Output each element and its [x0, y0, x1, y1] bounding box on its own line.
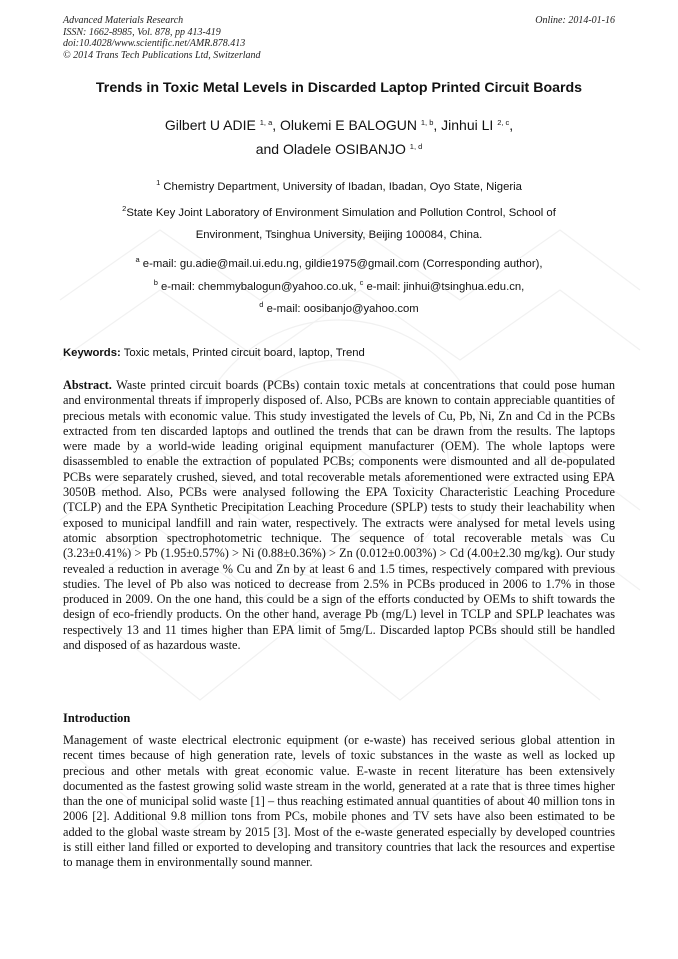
keywords-label: Keywords: — [63, 347, 121, 359]
author-line-1: Gilbert U ADIE $^{1, a}$, Olukemi E BALOGUN $^{1, b}$, Jinhui LI $^{2, c}$, — [164, 117, 514, 133]
email-text: e-mail: chemmybalogun@yahoo.co.uk, — [161, 280, 357, 293]
affiliation-1 — [40, 176, 638, 198]
email-superscript: b — [153, 277, 158, 287]
abstract-paragraph — [63, 378, 615, 653]
introduction-paragraph: Management of waste electrical electronic equipment (or e-waste) has received serious global attention in recent times because of high generation rate, levels of toxic substances in the waste as well as locked up precious and other metals with great economic value. E-waste in recent literature has been extensively documented as the fastest growing solid waste stream in the world, generated at a rate that is three times higher than the one of municipal solid waste [1] – thus reaching estimated annual quantities of about 40 million tons in 2006 [2]. Additional 9.8 million tons from PCs, mobile phones and TV sets have also been estimated to be added to the global waste stream by 2015 [3]. Most of the e-waste generated especially by developed countries is still either land filled or exported to developing and transitory countries that lack the resources and expertise to manage them in environmentally sound manner. — [63, 733, 615, 870]
email-superscript: d — [259, 300, 264, 309]
email-superscript: a — [135, 255, 140, 264]
keywords — [63, 347, 615, 359]
email-block — [40, 253, 638, 321]
abstract-label: Abstract. — [63, 378, 112, 392]
journal-issn: ISSN: 1662-8985, Vol. 878, pp 413-419 — [63, 26, 221, 38]
email-text: e-mail: jinhui@tsinghua.edu.cn, — [366, 280, 525, 293]
journal-header — [63, 15, 261, 61]
journal-name: Advanced Materials Research — [63, 15, 184, 26]
author-superscript: 2, c — [497, 118, 510, 127]
online-date: Online: 2014-01-16 — [535, 15, 615, 26]
author-superscript: 1, d — [409, 142, 423, 151]
author-name: Jinhui LI — [441, 117, 494, 133]
email-text: e-mail: oosibanjo@yahoo.com — [266, 303, 419, 315]
email-line-a — [40, 253, 638, 276]
section-heading-introduction: Introduction — [63, 711, 131, 725]
author-line-2 — [40, 137, 638, 161]
author-superscript: 1, a — [259, 118, 273, 127]
author-name: and Oladele OSIBANJO — [255, 141, 406, 157]
affiliation-text: State Key Joint Laboratory of Environment Simulation and Pollution Control, School of Environment, Tsinghua University, Beijing 100084, China. — [126, 207, 556, 241]
affiliation-superscript: 1 — [156, 178, 161, 187]
affiliation-2 — [90, 202, 588, 246]
keywords-text: Toxic metals, Printed circuit board, laptop, Trend — [123, 347, 365, 359]
email-text: e-mail: gu.adie@mail.ui.edu.ng, gildie1975@gmail.com (Corresponding author), — [142, 258, 543, 270]
journal-copyright: © 2014 Trans Tech Publications Ltd, Switzerland — [63, 49, 261, 61]
paper-title: Trends in Toxic Metal Levels in Discarded Laptop Printed Circuit Boards — [95, 80, 583, 96]
email-line-d — [40, 298, 638, 321]
abstract-text: Waste printed circuit boards (PCBs) contain toxic metals at concentrations that could pose human and environmental threats if improperly disposed of. Also, PCBs are known to contain appreciable quantities of precious metals with economic value. This study investigated the levels of Cu, Pb, Ni, Zn and Cd in the PCBs extracted from ten discarded laptops and outlined the trends that can be drawn from the results. The laptops were made by a world-wide leading original equipment manufacturer (OEM). The whole laptops were disassembled to enable the extraction of populated PCBs; components were dismounted and all de-populated PCBs were separately crushed, sieved, and total recoverable metals aforementioned were extracted using EPA 3050B method. Also, PCBs were analysed following the EPA Toxicity Characteristic Leaching Procedure (TCLP) and the EPA Synthetic Precipitation Leaching Procedure (SPLP) tests to study their leachability when exposed to municipal landfill and rain water, respectively. The extracts were analysed for metal levels using atomic absorption spectrophotometric technique. The sequence of total recoverable metals was Cu (3.23±0.41%) > Pb (1.95±0.57%) > Ni (0.88±0.36%) > Zn (0.012±0.003%) > Cd (4.00±2.30 mg/kg). Our study revealed a reduction in average % Cu and Zn by at least 6 and 1.5 times, respectively compared with previous studies. The level of Pb also was noticed to decrease from 2.5% in PCBs produced in 2006 to 1.7% in those produced in 2009. On the one hand, this could be a sign of the efforts conducted by OEMs to shift towards the design of eco-friendly products. On the other hand, average Pb (mg/L) level in TCLP and SPLP leachates was respectively 13 and 11 times higher than EPA limit of 5mg/L. Discarded laptop PCBs should still be handled and disposed of as hazardous waste. — [63, 378, 615, 653]
author-superscript: 1, b — [420, 118, 434, 127]
journal-doi: doi:10.4028/www.scientific.net/AMR.878.413 — [63, 38, 246, 49]
affiliation-superscript: 2 — [122, 204, 127, 213]
author-name: Gilbert U ADIE — [164, 117, 256, 133]
email-line-bc — [40, 276, 638, 299]
email-superscript: c — [359, 277, 364, 287]
author-list — [40, 113, 638, 161]
affiliation-text: Chemistry Department, University of Ibadan, Ibadan, Oyo State, Nigeria — [163, 181, 522, 193]
author-name: Olukemi E BALOGUN — [280, 117, 417, 133]
